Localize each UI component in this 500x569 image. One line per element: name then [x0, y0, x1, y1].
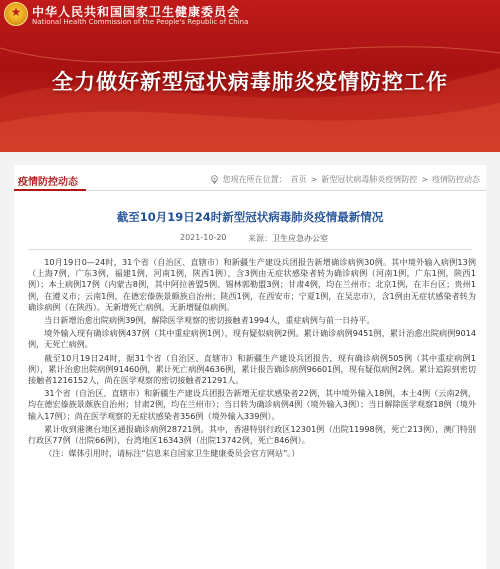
breadcrumb-level2-link[interactable]: 疫情防控动态: [432, 175, 480, 184]
breadcrumb: [210, 174, 480, 185]
meta-divider: [28, 249, 472, 250]
article-paragraph: 境外输入现有确诊病例437例（其中重症病例1例），现有疑似病例2例。累计确诊病例9451例，累计治愈出院病例9014例，无死亡病例。: [28, 328, 476, 350]
org-name-cn[interactable]: 中华人民共和国国家卫生健康委员会: [32, 5, 241, 19]
breadcrumb-separator: >: [310, 175, 318, 184]
article-note: （注：媒体引用时，请标注“信息来自国家卫生健康委员会官方网站”。）: [44, 448, 300, 459]
article-paragraph: 10月19日0—24时，31个省（自治区、直辖市）和新疆生产建设兵团报告新增确诊病例30例。其中境外输入病例13例（上海7例，广东3例，福建1例，河南1例，陕西1例），含3例由无症状感染者转为确诊病例（河南1例，广东1例，陕西1例）；本土病例17例（内蒙古8例，其中阿拉善盟5例、锡林郭勒盟3例；甘肃4例，均在兰州市；北京1例，在丰台区；贵州1例，在遵义市；云南1例，在德宏傣族景颇族自治州；陕西1例，在西安市；宁夏1例，在吴忠市），含1例由无症状感染者转为确诊病例（在陕西）。无新增死亡病例。无新增疑似病例。: [28, 257, 476, 312]
article-source: [248, 233, 328, 244]
location-pin-icon: [210, 175, 219, 184]
site-header-banner: [0, 0, 500, 152]
source-label: 来源：: [248, 234, 272, 243]
breadcrumb-level1-link[interactable]: 新型冠状病毒肺炎疫情防控: [321, 175, 418, 184]
article-paragraph: 31个省（自治区、直辖市）和新疆生产建设兵团报告新增无症状感染者22例，其中境外输入18例，本土4例（云南2例，均在德宏傣族景颇族自治州；甘肃2例，均在兰州市）；当日转为确诊病例4例（境外输入3例）；当日解除医学观察18例（境外输入17例）；尚在医学观察的无症状感染者356例（境外输入339例）。: [28, 388, 476, 421]
header-slogan: 全力做好新型冠状病毒肺炎疫情防控工作: [52, 70, 448, 94]
article-paragraph: 截至10月19日24时，据31个省（自治区、直辖市）和新疆生产建设兵团报告，现有确诊病例505例（其中重症病例1例），累计治愈出院病例91460例，累计死亡病例4636例，累计报告确诊病例96601例，现有疑似病例2例。累计追踪到密切接触者1216152人，尚在医学观察的密切接触者21291人。: [28, 352, 476, 386]
article-body: [28, 257, 476, 461]
article-title: 截至10月19日24时新型冠状病毒肺炎疫情最新情况: [116, 210, 384, 224]
article-paragraph: 当日新增治愈出院病例39例，解除医学观察的密切接触者1994人，重症病例与前一日持平。: [44, 315, 375, 326]
source-link[interactable]: 卫生应急办公室: [272, 234, 328, 243]
article-meta: [14, 231, 486, 245]
emblem-star-icon: ★: [10, 5, 22, 19]
publish-date: 2021-10-20: [180, 233, 227, 242]
breadcrumb-separator: >: [421, 175, 428, 184]
section-bar: [14, 165, 486, 191]
breadcrumb-home-link[interactable]: 首页: [290, 175, 307, 184]
article-paragraph: 累计收到港澳台地区通报确诊病例28721例。其中，香港特别行政区12301例（出院11998例，死亡213例），澳门特别行政区77例（出院66例），台湾地区16343例（出院13742例，死亡846例）。: [28, 423, 476, 446]
breadcrumb-prefix: 您现在所在位置：: [222, 175, 287, 184]
section-title-underline: [14, 189, 86, 191]
org-name-en: National Health Commission of the People's Republic of China: [32, 18, 249, 26]
section-title[interactable]: 疫情防控动态: [18, 177, 78, 188]
content-panel: [14, 165, 486, 569]
